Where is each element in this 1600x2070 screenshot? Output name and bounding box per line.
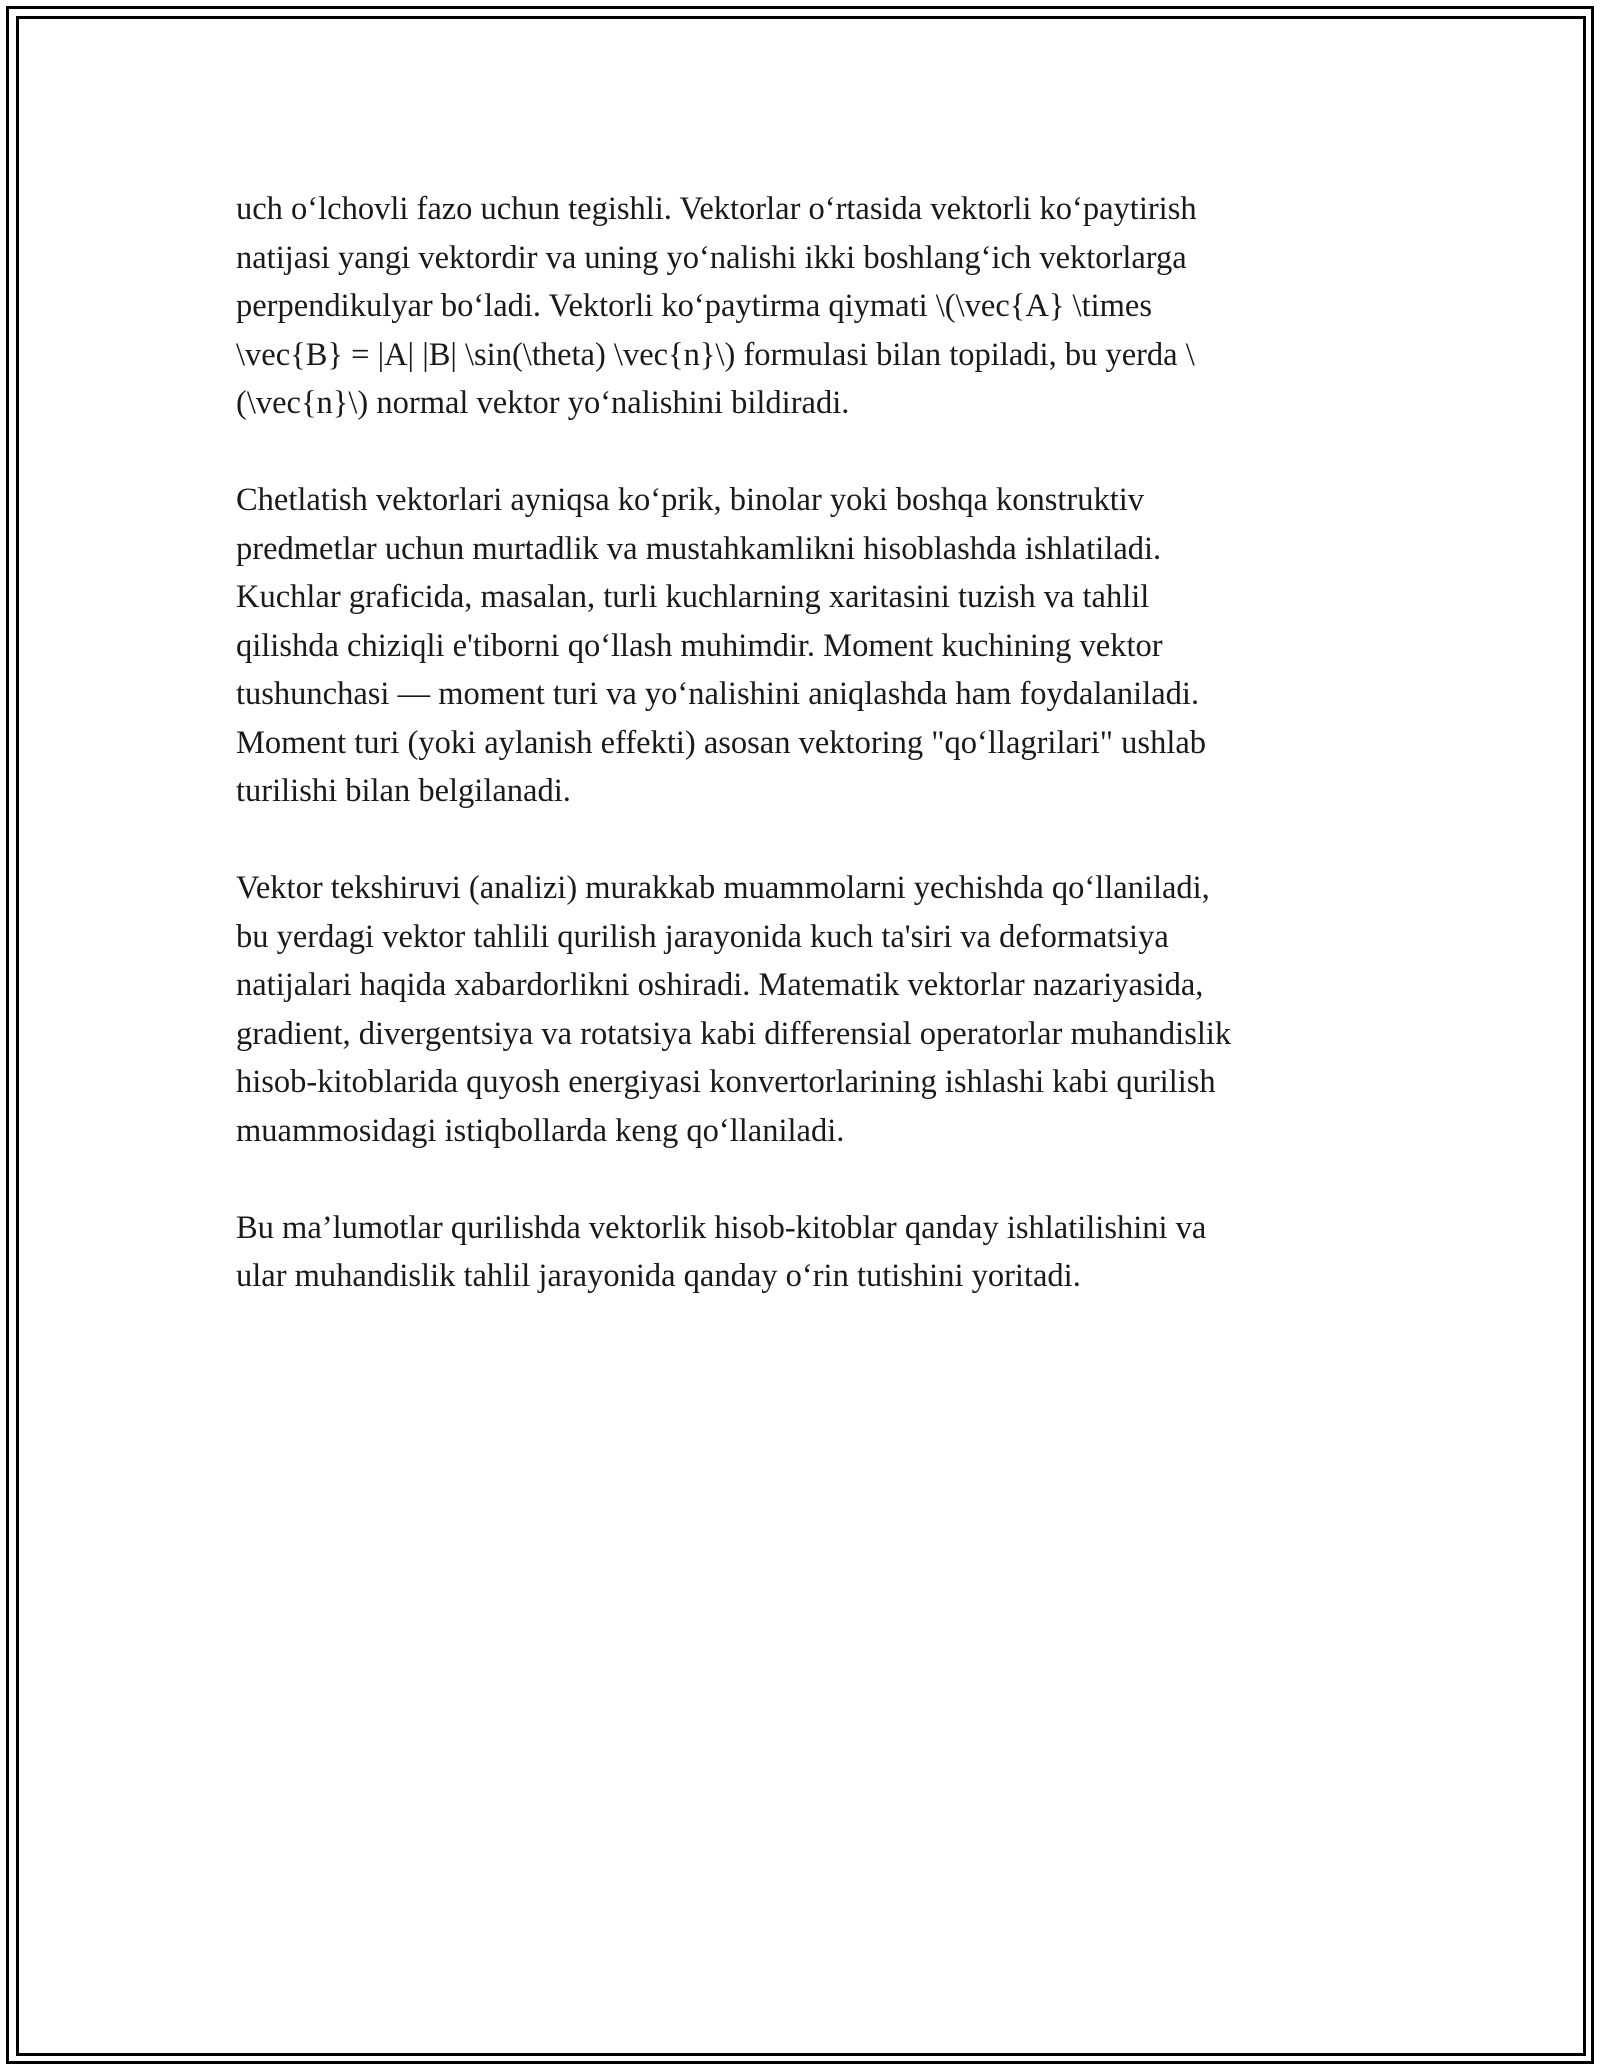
paragraph-4: Bu ma’lumotlar qurilishda vektorlik hisob-kitoblar qanday ishlatilishini va ular muhandislik tahlil jarayonida qanday o‘rin tutishini yoritadi. <box>236 1209 1207 1294</box>
document-body <box>236 185 1366 1301</box>
paragraph-1: uch o‘lchovli fazo uchun tegishli. Vektorlar o‘rtasida vektorli ko‘paytirish natijasi yangi vektordir va uning yo‘nalishi ikki boshlang‘ich vektorlarga perpendikulyar bo‘ladi. Vektorli ko‘paytirma qiymati \(\vec{A} \times \vec{B} = |A| |B| \sin(\theta) \vec{n}\) formulasi bilan topiladi, bu yerda \ (\vec{n}\) normal vektor yo‘nalishini bildiradi. <box>236 191 1197 421</box>
paragraph-3: Vektor tekshiruvi (analizi) murakkab muammolarni yechishda qo‘llaniladi, bu yerdagi vektor tahlili qurilish jarayonida kuch ta'siri va deformatsiya natijalari haqida xabardorlikni oshiradi. Matematik vektorlar nazariyasida, gradient, divergentsiya va rotatsiya kabi differensial operatorlar muhandislik hisob-kitoblarida quyosh energiyasi konvertorlarining ishlashi kabi qurilish muammosidagi istiqbollarda keng qo‘llaniladi. <box>236 870 1232 1149</box>
paragraph-2: Chetlatish vektorlari ayniqsa ko‘prik, binolar yoki boshqa konstruktiv predmetlar uchun murtadlik va mustahkamlikni hisoblashda ishlatiladi. Kuchlar graficida, masalan, turli kuchlarning xaritasini tuzish va tahlil qilishda chiziqli e'tiborni qo‘llash muhimdir. Moment kuchining vektor tushunchasi — moment turi va yo‘nalishini aniqlashda ham foydalaniladi. Moment turi (yoki aylanish effekti) asosan vektoring "qo‘llagrilari" ushlab turilishi bilan belgilanadi. <box>236 482 1207 809</box>
